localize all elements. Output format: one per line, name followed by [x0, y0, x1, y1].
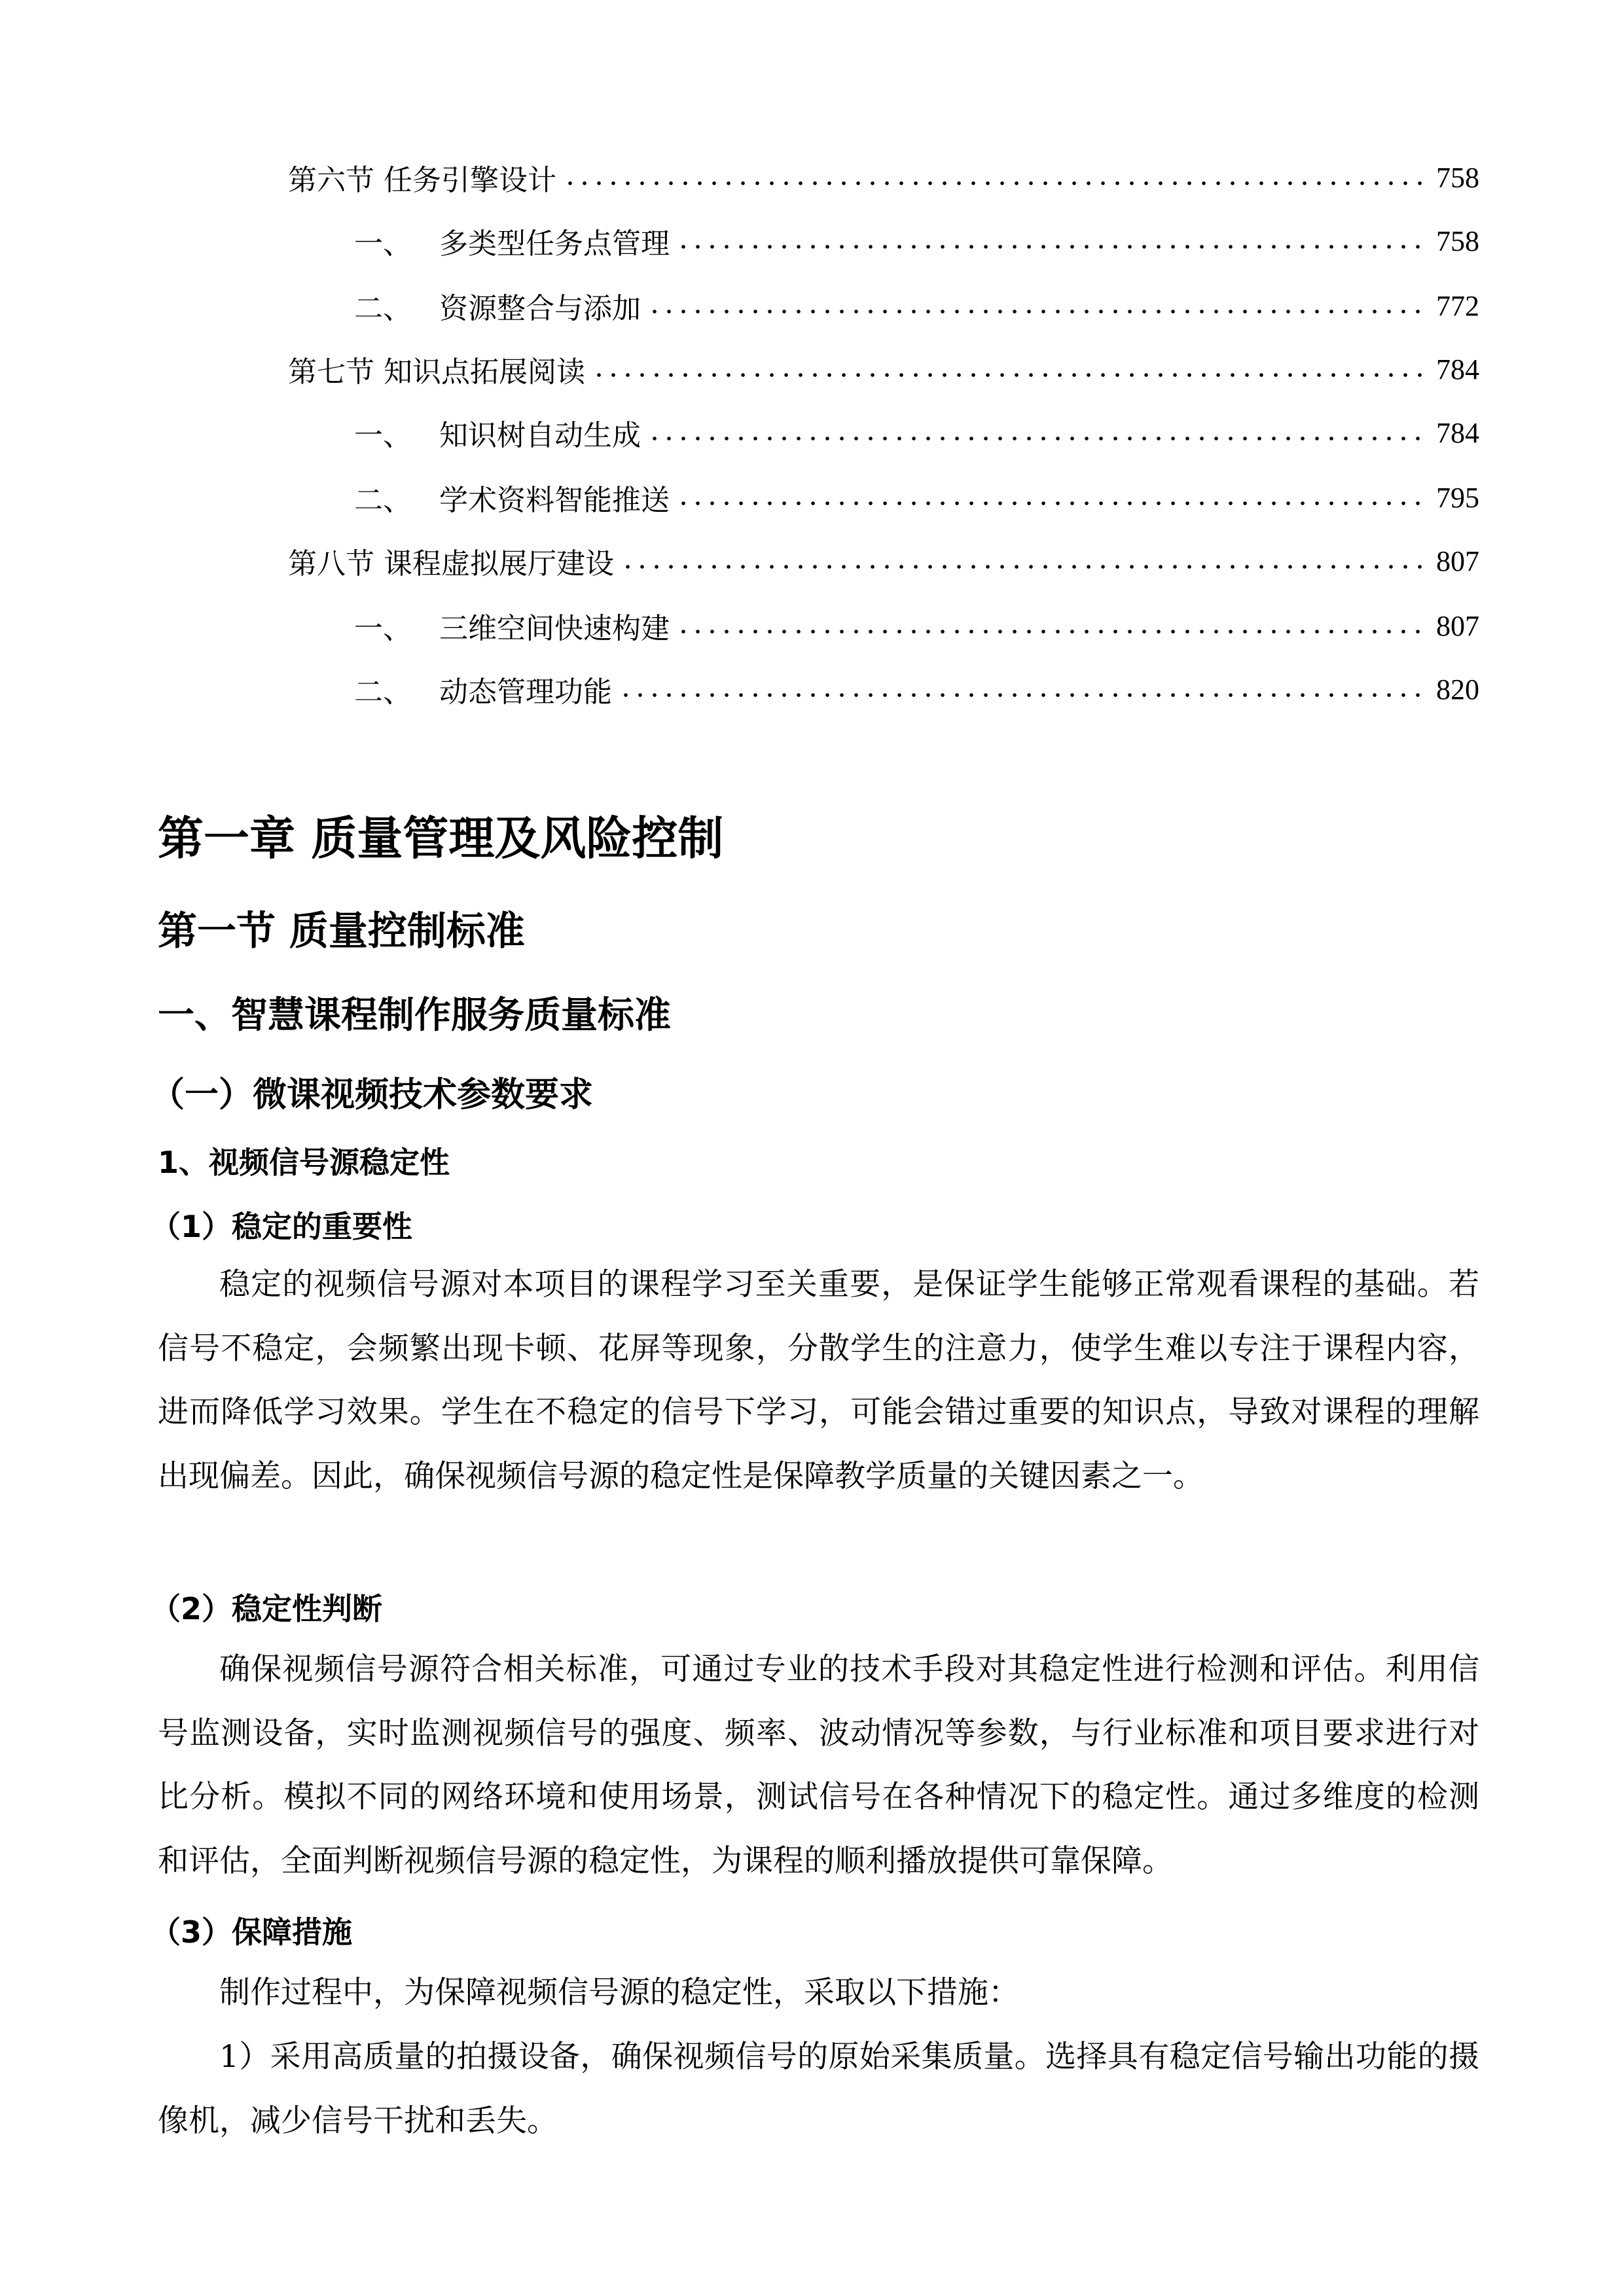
subsection-title: 一、智慧课程制作服务质量标准	[158, 994, 671, 1037]
paragraph: 1）采用高质量的拍摄设备，确保视频信号的原始采集质量。选择具有稳定信号输出功能的摄像机，减少信号干扰和丢失。	[158, 2039, 1479, 2139]
toc-page: 758	[1436, 161, 1479, 194]
paragraph: 确保视频信号源符合相关标准，可通过专业的技术手段对其稳定性进行检测和评估。利用信号监测设备，实时监测视频信号的强度、频率、波动情况等参数，与行业标准和项目要求进行对比分析。模拟不同的网络环境和使用场景，测试信号在各种情况下的稳定性。通过多维度的检测和评估，全面判断视频信号源的稳定性，为课程的顺利播放提供可靠保障。	[158, 1651, 1479, 1879]
part-heading: （2）稳定性判断	[151, 1591, 383, 1626]
toc-label: 多类型任务点管理	[439, 227, 670, 260]
toc-entry[interactable]	[0, 350, 1479, 389]
toc-num: 一、	[354, 419, 412, 452]
toc-entry[interactable]	[0, 413, 1479, 452]
toc-label: 第七节 知识点拓展阅读	[288, 355, 585, 389]
toc-leader	[563, 181, 1423, 185]
toc-label: 第八节 课程虚拟展厅建设	[288, 547, 614, 581]
toc-num: 一、	[354, 227, 412, 260]
chapter-title: 第一章 质量管理及风险控制	[158, 812, 724, 865]
toc-num: 一、	[354, 612, 412, 645]
toc-page: 820	[1436, 673, 1479, 706]
toc-label: 动态管理功能	[439, 675, 612, 709]
paragraph: 制作过程中，为保障视频信号源的稳定性，采取以下措施：	[219, 1975, 1019, 2011]
toc-entry[interactable]	[0, 606, 1479, 645]
toc-entry[interactable]	[0, 158, 1479, 197]
section-title: 第一节 质量控制标准	[158, 908, 525, 954]
toc-page: 795	[1436, 481, 1479, 514]
toc-num: 二、	[354, 675, 412, 709]
toc-num: 二、	[354, 484, 412, 517]
toc-entry[interactable]	[0, 478, 1479, 517]
toc-page: 758	[1436, 224, 1479, 257]
paragraph: 稳定的视频信号源对本项目的课程学习至关重要，是保证学生能够正常观看课程的基础。若信号不稳定，会频繁出现卡顿、花屏等现象，分散学生的注意力，使学生难以专注于课程内容，进而降低学习效果。学生在不稳定的信号下学习，可能会错过重要的知识点，导致对课程的理解出现偏差。因此，确保视频信号源的稳定性是保障教学质量的关键因素之一。	[158, 1266, 1479, 1494]
toc-leader	[592, 373, 1423, 377]
item-title: 1、视频信号源稳定性	[158, 1145, 450, 1180]
toc-leader	[621, 565, 1423, 569]
toc-leader	[647, 310, 1423, 314]
sub-subsection-title: （一）微课视频技术参数要求	[151, 1075, 594, 1115]
toc-page: 807	[1436, 545, 1479, 577]
part-heading: （1）稳定的重要性	[151, 1209, 413, 1244]
toc-leader	[676, 630, 1423, 634]
toc-entry[interactable]	[0, 541, 1479, 581]
part-heading: （3）保障措施	[151, 1914, 353, 1950]
toc-page: 784	[1436, 416, 1479, 449]
toc-page: 807	[1436, 609, 1479, 642]
toc-leader	[676, 245, 1423, 249]
toc-leader	[676, 501, 1423, 505]
toc-entry[interactable]	[0, 670, 1479, 709]
toc-entry[interactable]	[0, 221, 1479, 260]
toc-leader	[647, 437, 1423, 440]
toc-label: 第六节 任务引擎设计	[288, 164, 556, 197]
toc-num: 二、	[354, 292, 412, 325]
toc-page: 772	[1436, 289, 1479, 322]
toc-page: 784	[1436, 353, 1479, 386]
toc-label: 三维空间快速构建	[439, 612, 670, 645]
toc-label: 资源整合与添加	[439, 292, 641, 325]
toc-entry[interactable]	[0, 286, 1479, 325]
toc-leader	[619, 693, 1423, 697]
toc-label: 知识树自动生成	[439, 419, 641, 452]
toc-label: 学术资料智能推送	[439, 484, 670, 517]
